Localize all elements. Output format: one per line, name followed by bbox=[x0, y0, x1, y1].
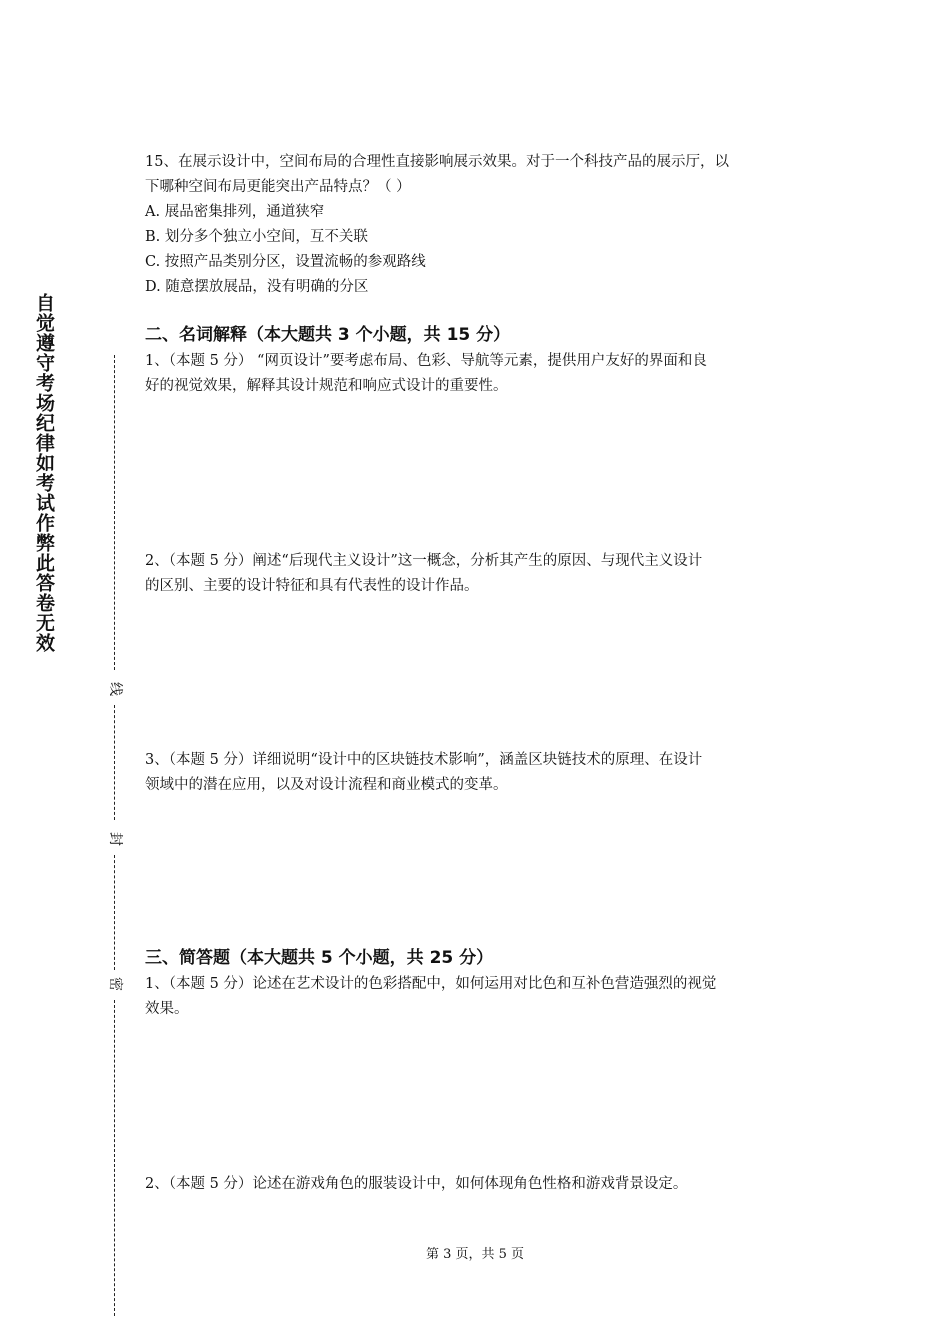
question-15-option-b: B. 划分多个独立小空间，互不关联 bbox=[145, 229, 368, 245]
section-2-question-2-line1: 2、（本题 5 分）阐述“后现代主义设计”这一概念，分析其产生的原因、与现代主义设计 bbox=[145, 553, 703, 569]
section-2-question-2-line2: 的区别、主要的设计特征和具有代表性的设计作品。 bbox=[145, 578, 479, 594]
question-15-stem-line2: 下哪种空间布局更能突出产品特点？（ ） bbox=[145, 179, 411, 195]
section-3-question-1-line2: 效果。 bbox=[145, 1001, 189, 1017]
section-2-question-1-line2: 好的视觉效果，解释其设计规范和响应式设计的重要性。 bbox=[145, 378, 508, 394]
seal-dashed-line bbox=[114, 855, 115, 970]
section-3-question-1-line1: 1、（本题 5 分）论述在艺术设计的色彩搭配中，如何运用对比色和互补色营造强烈的视觉 bbox=[145, 976, 717, 992]
seal-dashed-line bbox=[114, 705, 115, 820]
section-2-question-1-line1: 1、（本题 5 分） “网页设计”要考虑布局、色彩、导航等元素，提供用户友好的界面和良 bbox=[145, 353, 707, 369]
section-3-title: 三、简答题（本大题共 5 个小题，共 25 分） bbox=[145, 948, 494, 968]
question-15-option-a: A. 展品密集排列，通道狭窄 bbox=[145, 204, 325, 220]
question-15-option-d: D. 随意摆放展品，没有明确的分区 bbox=[145, 279, 369, 295]
question-15-option-c: C. 按照产品类别分区，设置流畅的参观路线 bbox=[145, 254, 426, 270]
seal-line-label: 线 bbox=[107, 682, 123, 696]
seal-dashed-line bbox=[114, 355, 115, 670]
section-3-question-2-line1: 2、（本题 5 分）论述在游戏角色的服装设计中，如何体现角色性格和游戏背景设定。 bbox=[145, 1176, 688, 1192]
seal-dashed-line bbox=[114, 1000, 115, 1316]
seal-seal-label: 封 bbox=[107, 832, 123, 846]
seal-secret-label: 密 bbox=[107, 977, 123, 991]
section-2-title: 二、名词解释（本大题共 3 个小题，共 15 分） bbox=[145, 325, 511, 345]
section-2-question-3-line2: 领域中的潜在应用，以及对设计流程和商业模式的变革。 bbox=[145, 777, 508, 793]
section-2-question-3-line1: 3、（本题 5 分）详细说明“设计中的区块链技术影响”，涵盖区块链技术的原理、在设计 bbox=[145, 752, 703, 768]
question-15-stem-line1: 15、在展示设计中，空间布局的合理性直接影响展示效果。对于一个科技产品的展示厅，以 bbox=[145, 154, 729, 170]
exam-discipline-notice: 自觉遵守考场纪律如考试作弊此答卷无效 bbox=[33, 293, 55, 653]
page-number-footer: 第 3 页，共 5 页 bbox=[425, 1247, 525, 1262]
